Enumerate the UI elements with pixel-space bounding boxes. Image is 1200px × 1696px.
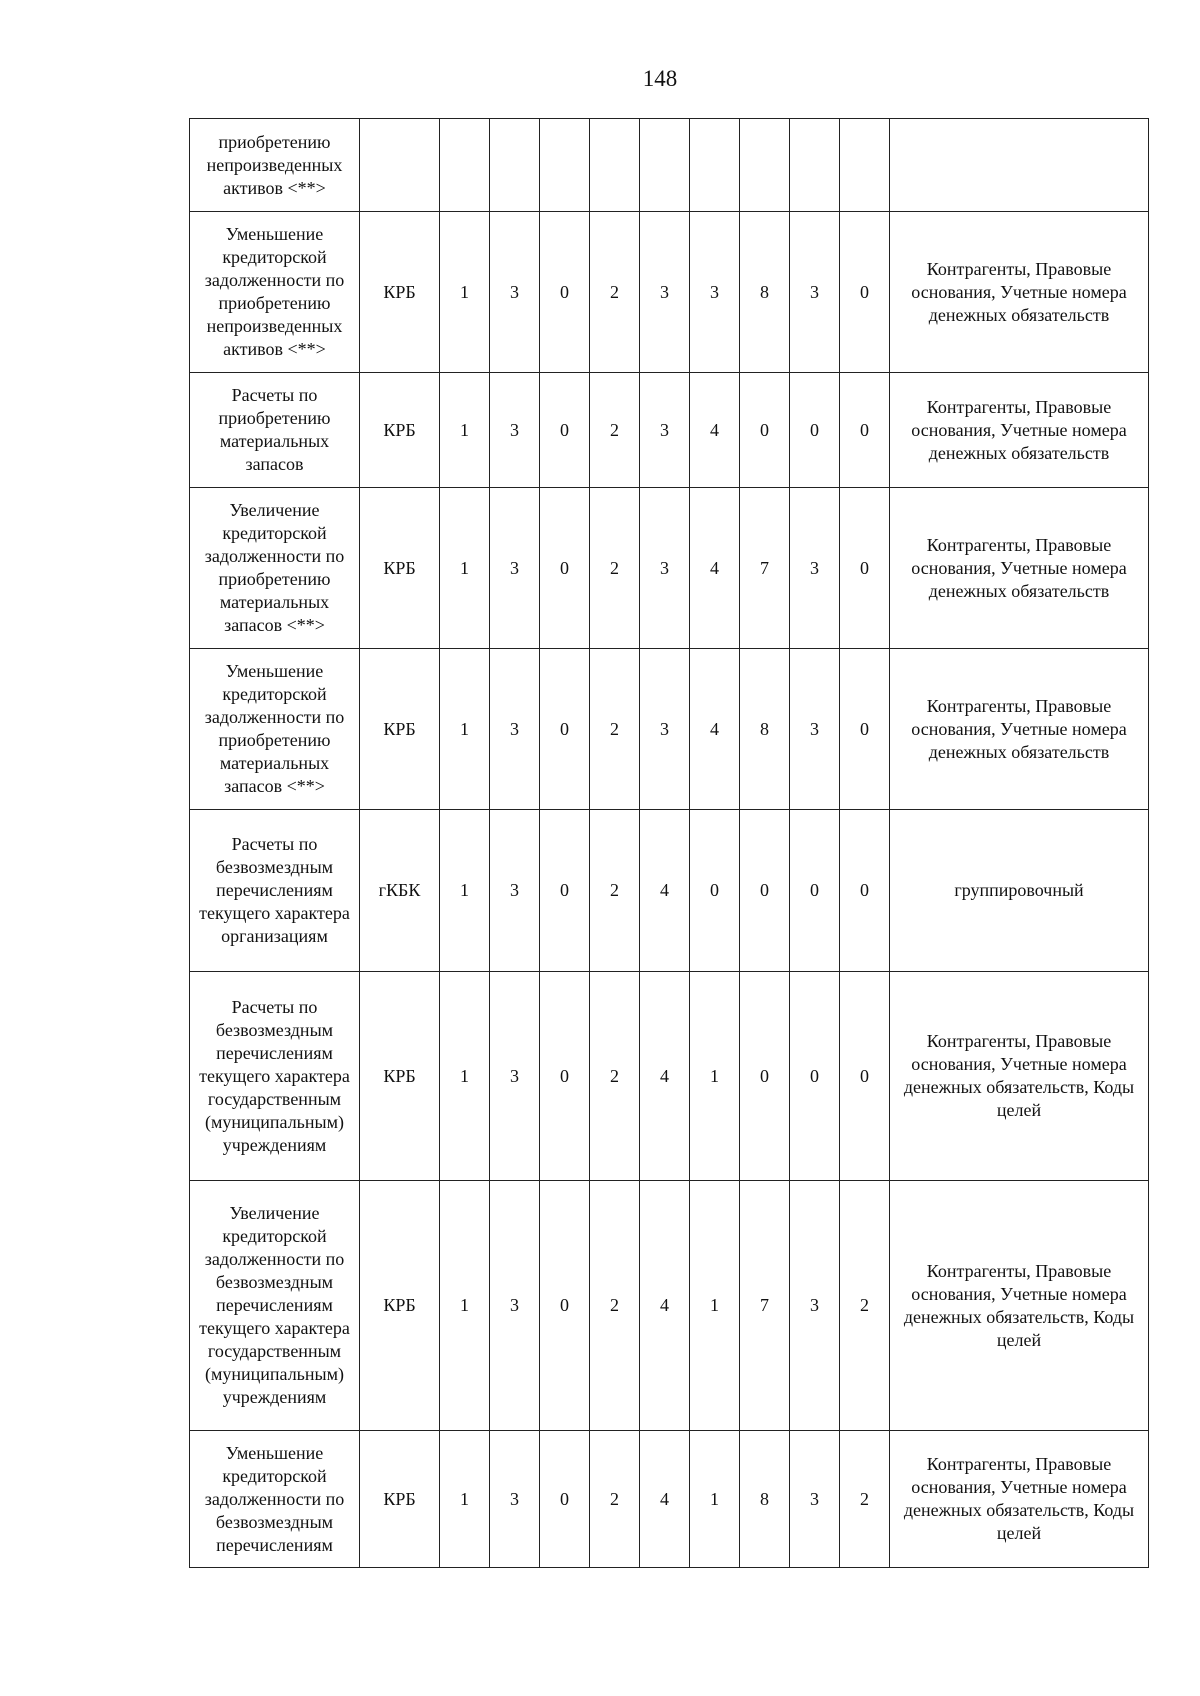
account-name-cell: Расчеты по безвозмездным перечислениям текущего характера государственным (муниципальным) учреждениям (190, 972, 360, 1181)
digit-cell: 0 (540, 1431, 590, 1568)
digit-cell: 8 (740, 649, 790, 810)
type-cell: КРБ (360, 1181, 440, 1431)
digit-cell: 0 (790, 373, 840, 488)
digit-cell: 0 (540, 488, 590, 649)
digit-cell: 1 (690, 1431, 740, 1568)
digit-cell: 3 (490, 1431, 540, 1568)
note-cell: Контрагенты, Правовые основания, Учетные номера денежных обязательств, Коды целей (890, 1181, 1149, 1431)
digit-cell: 2 (590, 488, 640, 649)
digit-cell: 3 (490, 488, 540, 649)
note-cell: Контрагенты, Правовые основания, Учетные номера денежных обязательств (890, 212, 1149, 373)
note-cell: Контрагенты, Правовые основания, Учетные номера денежных обязательств (890, 488, 1149, 649)
digit-cell: 0 (840, 649, 890, 810)
digit-cell (640, 119, 690, 212)
digit-cell: 0 (540, 649, 590, 810)
digit-cell: 2 (590, 373, 640, 488)
digit-cell: 3 (490, 212, 540, 373)
table-row (190, 810, 1149, 972)
digit-cell: 7 (740, 1181, 790, 1431)
digit-cell: 4 (690, 488, 740, 649)
digit-cell: 3 (790, 488, 840, 649)
digit-cell: 0 (740, 972, 790, 1181)
table-row (190, 649, 1149, 810)
account-name-cell: приобретению непроизведенных активов <**> (190, 119, 360, 212)
digit-cell: 7 (740, 488, 790, 649)
account-name-cell: Увеличение кредиторской задолженности по приобретению материальных запасов <**> (190, 488, 360, 649)
table-row (190, 119, 1149, 212)
digit-cell: 1 (440, 810, 490, 972)
digit-cell: 2 (590, 212, 640, 373)
account-name-cell: Расчеты по безвозмездным перечислениям текущего характера организациям (190, 810, 360, 972)
table-row (190, 1431, 1149, 1568)
digit-cell: 3 (490, 972, 540, 1181)
digit-cell: 3 (490, 373, 540, 488)
digit-cell: 1 (440, 373, 490, 488)
table-row (190, 212, 1149, 373)
digit-cell: 4 (640, 810, 690, 972)
account-name-cell: Расчеты по приобретению материальных запасов (190, 373, 360, 488)
note-cell: Контрагенты, Правовые основания, Учетные номера денежных обязательств, Коды целей (890, 1431, 1149, 1568)
digit-cell (840, 119, 890, 212)
digit-cell: 0 (840, 972, 890, 1181)
digit-cell: 2 (590, 1181, 640, 1431)
digit-cell: 0 (540, 810, 590, 972)
page-number: 148 (642, 66, 678, 91)
digit-cell: 2 (840, 1431, 890, 1568)
note-cell: группировочный (890, 810, 1149, 972)
table-row (190, 1181, 1149, 1431)
note-cell (890, 119, 1149, 212)
digit-cell: 1 (440, 1431, 490, 1568)
digit-cell: 1 (690, 972, 740, 1181)
digit-cell: 0 (540, 1181, 590, 1431)
digit-cell: 2 (840, 1181, 890, 1431)
digit-cell: 0 (690, 810, 740, 972)
digit-cell: 0 (840, 212, 890, 373)
digit-cell: 0 (790, 972, 840, 1181)
type-cell: КРБ (360, 649, 440, 810)
digit-cell (440, 119, 490, 212)
digit-cell: 2 (590, 649, 640, 810)
type-cell (360, 119, 440, 212)
digit-cell: 0 (540, 212, 590, 373)
digit-cell: 4 (640, 1181, 690, 1431)
digit-cell: 1 (440, 488, 490, 649)
digit-cell: 1 (690, 1181, 740, 1431)
digit-cell: 3 (490, 1181, 540, 1431)
digit-cell (540, 119, 590, 212)
note-cell: Контрагенты, Правовые основания, Учетные номера денежных обязательств (890, 649, 1149, 810)
table-row (190, 488, 1149, 649)
type-cell: КРБ (360, 488, 440, 649)
account-name-cell: Увеличение кредиторской задолженности по безвозмездным перечислениям текущего характера государственным (муниципальным) учреждениям (190, 1181, 360, 1431)
digit-cell: 3 (490, 649, 540, 810)
digit-cell: 3 (790, 1181, 840, 1431)
digit-cell: 3 (640, 373, 690, 488)
digit-cell (790, 119, 840, 212)
digit-cell: 0 (840, 810, 890, 972)
type-cell: КРБ (360, 373, 440, 488)
digit-cell: 0 (790, 810, 840, 972)
digit-cell: 3 (640, 212, 690, 373)
note-cell: Контрагенты, Правовые основания, Учетные номера денежных обязательств, Коды целей (890, 972, 1149, 1181)
digit-cell: 4 (640, 1431, 690, 1568)
digit-cell: 8 (740, 212, 790, 373)
digit-cell: 2 (590, 1431, 640, 1568)
digit-cell: 0 (540, 373, 590, 488)
digit-cell: 0 (740, 373, 790, 488)
digit-cell (740, 119, 790, 212)
account-name-cell: Уменьшение кредиторской задолженности по безвозмездным перечислениям (190, 1431, 360, 1568)
table-row (190, 972, 1149, 1181)
type-cell: гКБК (360, 810, 440, 972)
digit-cell: 4 (690, 373, 740, 488)
digit-cell: 1 (440, 649, 490, 810)
digit-cell: 2 (590, 810, 640, 972)
accounts-table (189, 118, 1149, 1568)
digit-cell: 3 (790, 649, 840, 810)
digit-cell: 4 (640, 972, 690, 1181)
digit-cell: 4 (690, 649, 740, 810)
type-cell: КРБ (360, 212, 440, 373)
account-name-cell: Уменьшение кредиторской задолженности по приобретению материальных запасов <**> (190, 649, 360, 810)
digit-cell: 3 (640, 649, 690, 810)
type-cell: КРБ (360, 972, 440, 1181)
digit-cell: 0 (740, 810, 790, 972)
digit-cell (590, 119, 640, 212)
digit-cell: 1 (440, 212, 490, 373)
digit-cell (490, 119, 540, 212)
digit-cell: 3 (490, 810, 540, 972)
digit-cell (690, 119, 740, 212)
digit-cell: 2 (590, 972, 640, 1181)
table-row (190, 373, 1149, 488)
digit-cell: 3 (690, 212, 740, 373)
digit-cell: 0 (840, 488, 890, 649)
type-cell: КРБ (360, 1431, 440, 1568)
digit-cell: 3 (790, 212, 840, 373)
digit-cell: 3 (790, 1431, 840, 1568)
digit-cell: 1 (440, 1181, 490, 1431)
account-name-cell: Уменьшение кредиторской задолженности по приобретению непроизведенных активов <**> (190, 212, 360, 373)
note-cell: Контрагенты, Правовые основания, Учетные номера денежных обязательств (890, 373, 1149, 488)
digit-cell: 8 (740, 1431, 790, 1568)
digit-cell: 1 (440, 972, 490, 1181)
digit-cell: 0 (540, 972, 590, 1181)
digit-cell: 0 (840, 373, 890, 488)
digit-cell: 3 (640, 488, 690, 649)
